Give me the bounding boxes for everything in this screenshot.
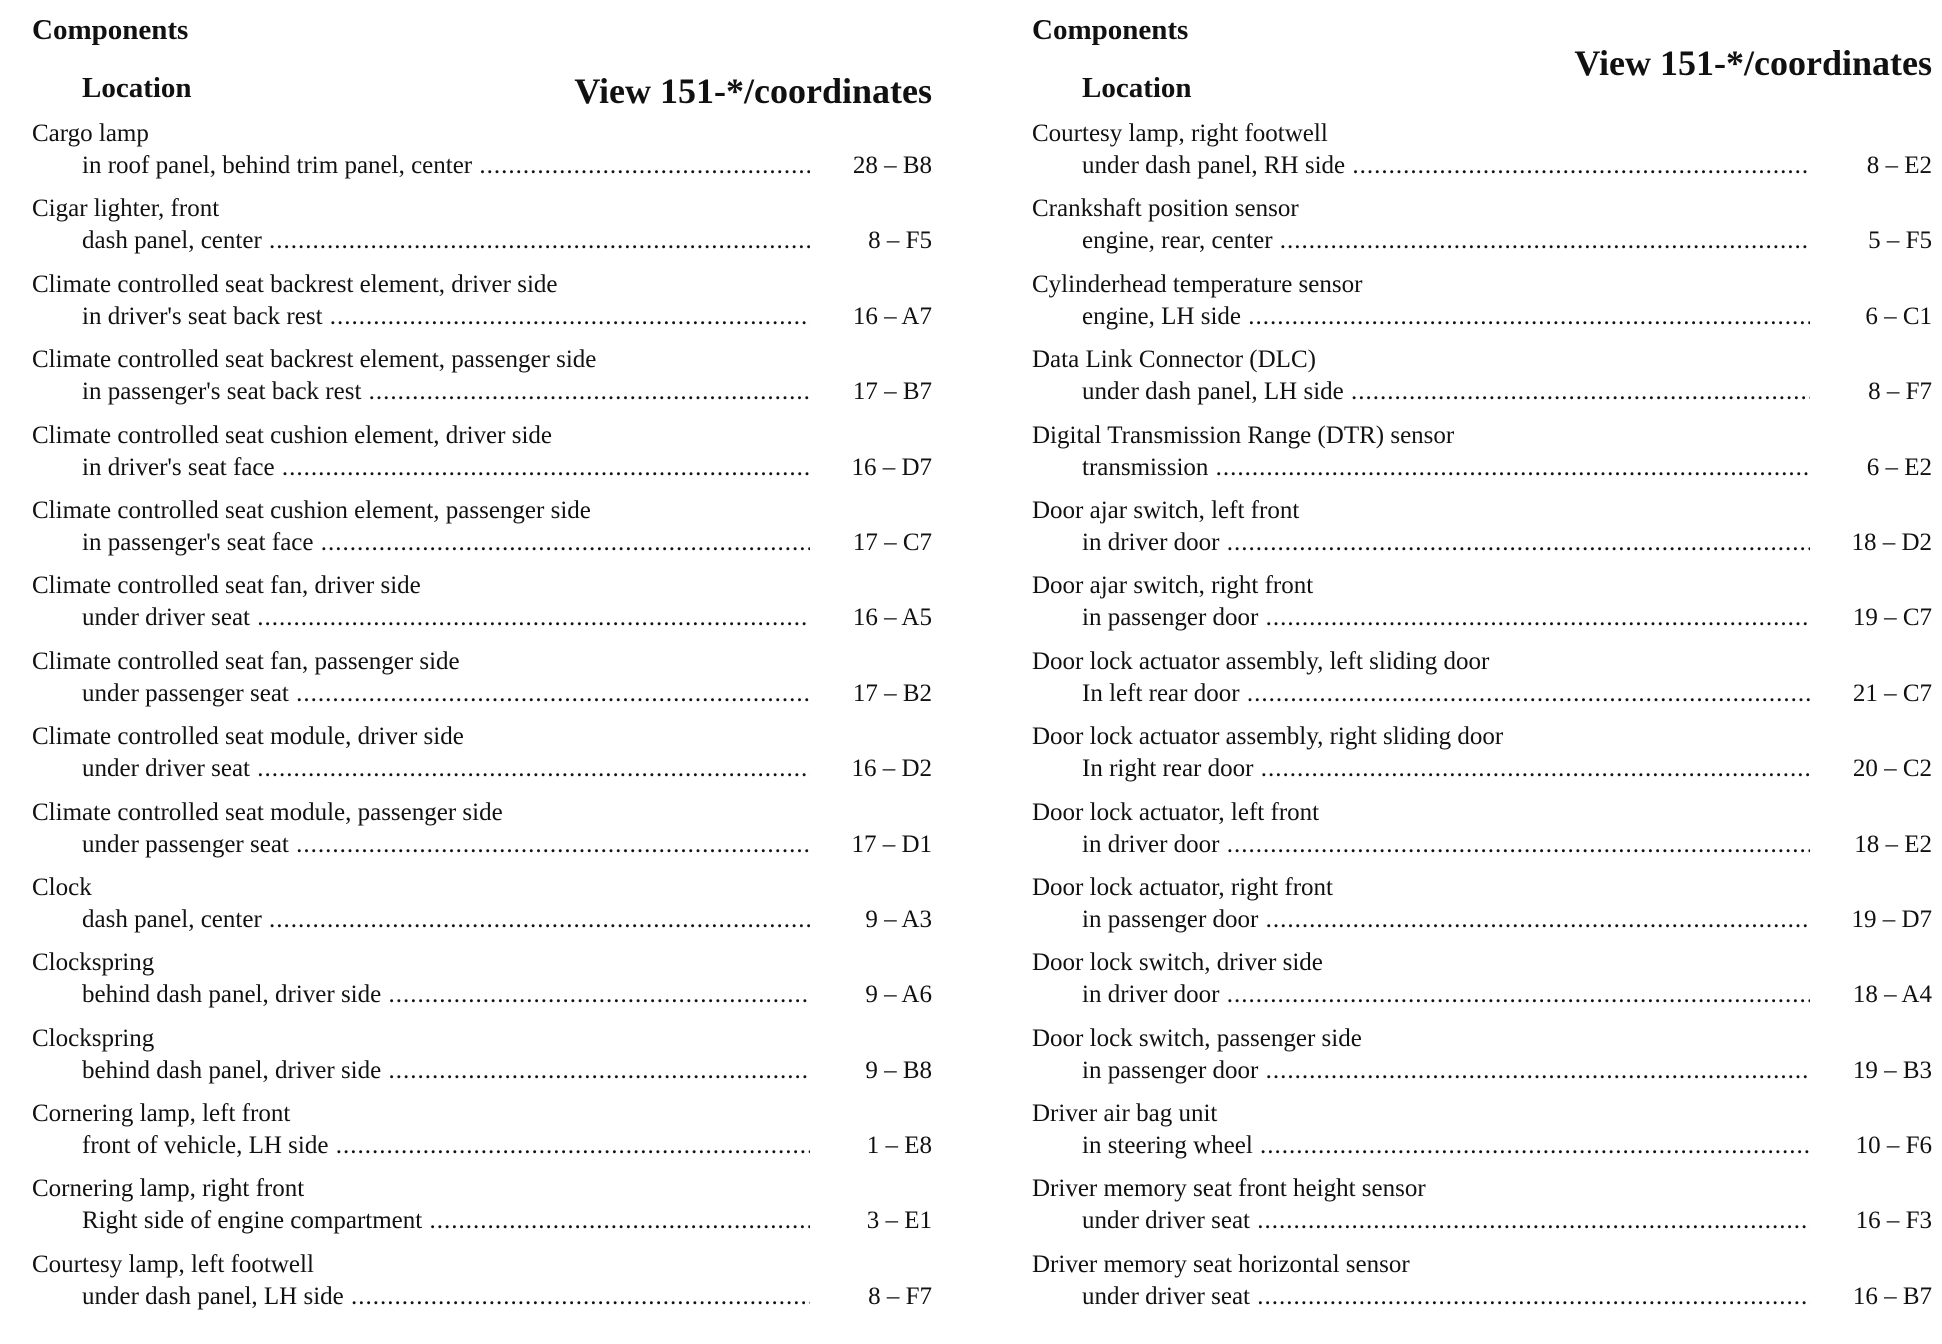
component-list [1032,115,1932,1321]
component-name: Cornering lamp, left front [32,1100,291,1128]
component-name: Data Link Connector (DLC) [1032,346,1316,374]
component-entry [32,1020,932,1095]
view-coordinate: 3 – E1 [866,1207,932,1235]
component-entry [32,643,932,718]
component-entry [1032,341,1932,416]
component-entry [32,794,932,869]
view-coordinate: 17 – B7 [852,378,932,406]
view-coordinate: 1 – E8 [866,1132,932,1160]
component-location: Right side of engine compartment ..... [82,1206,810,1236]
view-coordinate: 5 – F5 [1868,227,1932,255]
component-name: Clockspring [32,1024,155,1052]
component-name: Door lock switch, passenger side [1032,1024,1362,1052]
view-coordinate: 9 – A6 [865,981,932,1009]
view-coordinate: 18 – A4 [1852,981,1932,1009]
component-name: Cornering lamp, right front [32,1175,305,1203]
component-entry [32,869,932,944]
view-coordinate: 6 – C1 [1865,302,1932,330]
component-entry [32,567,932,642]
component-location: under passenger seat ..... [82,830,810,860]
component-name: Cylinderhead temperature sensor [1032,270,1363,298]
component-location: in driver's seat face ..... [82,453,810,483]
component-name: Door lock actuator assembly, right sliding door [1032,723,1504,751]
component-location: in steering wheel ..... [1082,1131,1810,1161]
component-entry [1032,944,1932,1019]
view-coordinate: 19 – B3 [1852,1056,1932,1084]
component-entry [1032,417,1932,492]
left-column [32,0,932,1344]
component-location: behind dash panel, driver side ..... [82,1056,810,1086]
view-coordinate: 19 – D7 [1851,905,1932,933]
view-coordinate: 16 – A7 [852,302,932,330]
component-name: Courtesy lamp, left footwell [32,1250,314,1278]
component-name: Climate controlled seat fan, passenger side [32,647,460,675]
component-location: engine, LH side ..... [1082,302,1810,332]
components-heading: Components [1032,14,1189,46]
component-entry [32,944,932,1019]
component-location: front of vehicle, LH side ..... [82,1131,810,1161]
component-name: Climate controlled seat module, driver side [32,723,464,751]
view-coordinate: 16 – D2 [851,755,932,783]
component-name: Climate controlled seat cushion element, passenger side [32,496,591,524]
component-location: in passenger door ..... [1082,905,1810,935]
location-heading: Location [1082,72,1192,104]
component-name: Climate controlled seat fan, driver side [32,572,421,600]
component-name: Door lock actuator assembly, left sliding door [1032,647,1490,675]
component-name: Clock [32,873,92,901]
component-location: under passenger seat ..... [82,679,810,709]
view-coordinate: 17 – B2 [852,679,932,707]
component-location: In right rear door ..... [1082,754,1810,784]
right-column [1032,0,1932,1344]
view-coordinate: 17 – C7 [852,528,932,556]
view-coordinate: 16 – B7 [1852,1282,1932,1310]
view-coordinate: 8 – F7 [868,1282,932,1310]
component-entry [1032,794,1932,869]
component-location: in passenger's seat back rest ..... [82,377,810,407]
component-entry [1032,1170,1932,1245]
view-coordinate: 18 – D2 [1851,528,1932,556]
component-location: under driver seat ..... [82,754,810,784]
location-heading: Location [82,72,192,104]
component-location: in roof panel, behind trim panel, center ..... [82,151,810,181]
view-coordinate: 8 – E2 [1866,152,1932,179]
view-coordinate: 16 – F3 [1855,1207,1932,1235]
component-location: dash panel, center ..... [82,226,810,256]
component-location: engine, rear, center ..... [1082,226,1810,256]
view-coordinate: 17 – D1 [851,830,932,858]
component-name: Door lock actuator, right front [1032,873,1333,901]
view-coordinate: 9 – B8 [865,1056,932,1084]
component-name: Climate controlled seat backrest element, driver side [32,270,558,298]
component-entry [32,1095,932,1170]
component-name: Driver memory seat horizontal sensor [1032,1250,1410,1278]
view-coordinate: 18 – E2 [1854,830,1932,858]
component-name: Digital Transmission Range (DTR) sensor [1032,421,1455,449]
component-location: in passenger door ..... [1082,1056,1810,1086]
view-coordinate: 16 – A5 [852,604,932,632]
component-location: under dash panel, LH side ..... [1082,377,1810,407]
component-entry [1032,718,1932,793]
view-coordinate: 28 – B8 [852,152,932,179]
component-name: Cigar lighter, front [32,195,220,223]
component-location: transmission ..... [1082,453,1810,483]
component-name: Driver air bag unit [1032,1100,1218,1128]
view-coordinate: 10 – F6 [1855,1132,1932,1160]
component-location: under driver seat ..... [82,603,810,633]
component-entry [32,1246,932,1321]
component-location: under dash panel, RH side ..... [1082,151,1810,181]
view-coordinate: 9 – A3 [865,905,932,933]
component-entry [1032,643,1932,718]
view-coordinate: 8 – F7 [1868,378,1932,406]
component-location: behind dash panel, driver side ..... [82,980,810,1010]
component-entry [32,115,932,190]
view-coordinates-heading: View 151-*/coordinates [574,71,932,111]
component-name: Climate controlled seat cushion element, driver side [32,421,552,449]
component-entry [1032,1246,1932,1321]
component-entry [32,190,932,265]
component-location: under driver seat ..... [1082,1282,1810,1312]
component-location: in driver door ..... [1082,830,1810,860]
component-name: Door ajar switch, left front [1032,496,1300,524]
component-location: In left rear door ..... [1082,679,1810,709]
component-name: Cargo lamp [32,120,149,147]
component-location: dash panel, center ..... [82,905,810,935]
component-entry [1032,115,1932,190]
components-heading: Components [32,14,189,46]
component-location: in passenger door ..... [1082,603,1810,633]
view-coordinate: 16 – D7 [851,453,932,481]
component-entry [1032,190,1932,265]
view-coordinate: 6 – E2 [1866,453,1932,481]
view-coordinate: 8 – F5 [868,227,932,255]
component-location: under driver seat ..... [1082,1206,1810,1236]
component-name: Door lock switch, driver side [1032,949,1323,977]
view-coordinate: 20 – C2 [1852,755,1932,783]
component-list [32,115,932,1321]
component-entry [1032,1095,1932,1170]
component-name: Door lock actuator, left front [1032,798,1320,826]
component-entry [1032,1020,1932,1095]
view-coordinate: 21 – C7 [1852,679,1932,707]
component-entry [1032,492,1932,567]
component-name: Climate controlled seat backrest element, passenger side [32,346,597,374]
component-entry [1032,869,1932,944]
view-coordinates-heading: View 151-*/coordinates [1574,43,1932,83]
component-entry [32,417,932,492]
component-entry [32,266,932,341]
view-coordinate: 19 – C7 [1852,604,1932,632]
component-location: under dash panel, LH side ..... [82,1282,810,1312]
component-name: Door ajar switch, right front [1032,572,1314,600]
component-name: Courtesy lamp, right footwell [1032,120,1328,147]
component-entry [1032,567,1932,642]
component-location: in driver door ..... [1082,528,1810,558]
component-name: Clockspring [32,949,155,977]
component-entry [1032,266,1932,341]
component-entry [32,341,932,416]
component-name: Crankshaft position sensor [1032,195,1299,223]
component-name: Driver memory seat front height sensor [1032,1175,1426,1203]
component-entry [32,492,932,567]
component-location: in driver's seat back rest ..... [82,302,810,332]
component-location: in passenger's seat face ..... [82,528,810,558]
component-entry [32,1170,932,1245]
component-entry [32,718,932,793]
component-name: Climate controlled seat module, passenger side [32,798,503,826]
component-location: in driver door ..... [1082,980,1810,1010]
